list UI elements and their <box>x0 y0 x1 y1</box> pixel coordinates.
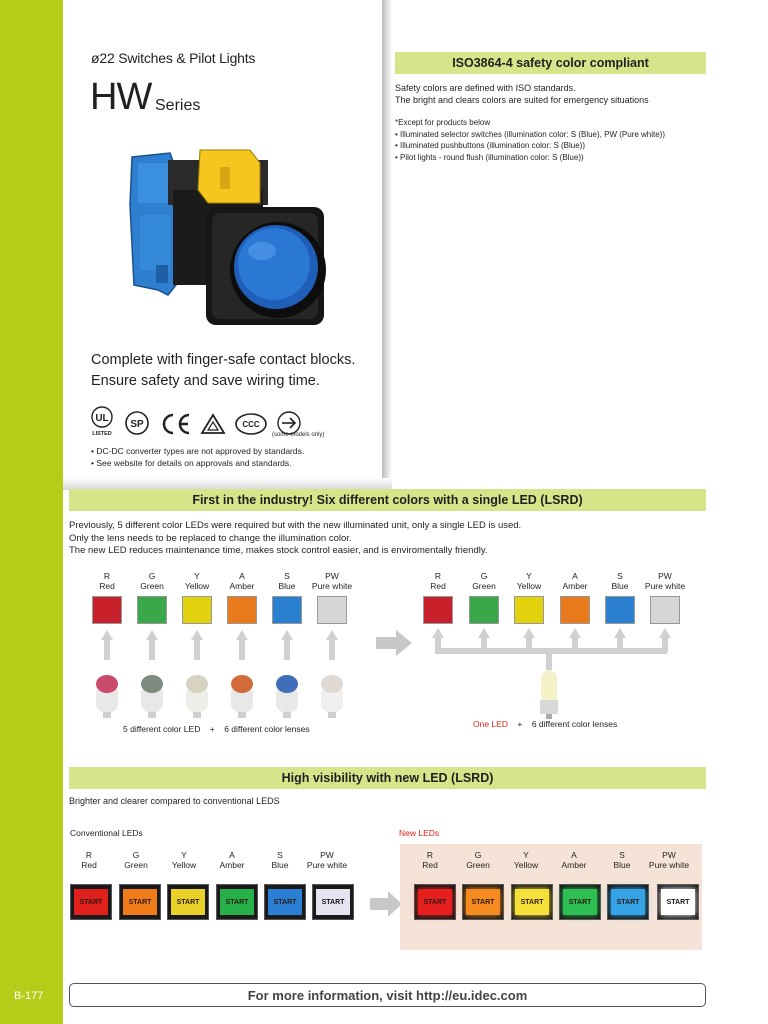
start-label: START <box>563 889 597 915</box>
color-code: PW <box>325 571 339 581</box>
color-name: Pure white <box>648 860 690 870</box>
color-name: Pure white <box>311 581 353 591</box>
hv-heading: High visibility with new LED (LSRD) <box>69 767 706 789</box>
color-code: G <box>148 571 156 581</box>
color-code: R <box>103 571 111 581</box>
svg-text:UL: UL <box>95 413 109 424</box>
color-code: PW <box>320 850 334 860</box>
right-caption-a: One LED <box>473 719 508 729</box>
conv-start-button <box>264 884 306 920</box>
color-name: Red <box>99 581 115 591</box>
lens-red-icon <box>96 675 118 718</box>
branch-connector <box>432 628 671 670</box>
conv-label-r <box>67 850 111 870</box>
color-name: Yellow <box>513 860 539 870</box>
start-label: START <box>268 889 302 915</box>
iso-except-item: • Pilot lights - round flush (illumination color: S (Blue)) <box>395 152 584 162</box>
color-code: A <box>229 850 235 860</box>
left-caption-a: 5 different color LED <box>123 724 201 734</box>
color-code: A <box>571 850 577 860</box>
color-name: Green <box>472 581 496 591</box>
color-code: S <box>277 850 283 860</box>
color-name: Amber <box>229 581 255 591</box>
start-label: START <box>661 889 695 915</box>
newled-label-r <box>408 850 452 870</box>
color-code: S <box>617 571 623 581</box>
svg-text:SP: SP <box>130 419 144 430</box>
newled-label-y <box>504 850 548 870</box>
start-label: START <box>74 889 108 915</box>
conv-start-button <box>119 884 161 920</box>
conv-label-s <box>258 850 302 870</box>
conv-label-y <box>162 850 206 870</box>
lens-amber-icon <box>231 675 253 718</box>
start-label: START <box>515 889 549 915</box>
lens-yellow-icon <box>186 675 208 718</box>
newled-label-pw <box>647 850 691 870</box>
right-arrow-icon <box>376 630 412 656</box>
color-code: Y <box>523 850 529 860</box>
color-code: Y <box>194 571 200 581</box>
conv-start-button <box>167 884 209 920</box>
color-name: Green <box>140 581 164 591</box>
iso-except-item: • Illuminated pushbuttons (illumination color: S (Blue)) <box>395 141 585 150</box>
right-caption <box>473 719 617 729</box>
note-line: • DC-DC converter types are not approved by standards. <box>91 446 305 456</box>
color-code: G <box>480 571 488 581</box>
svg-text:LISTED: LISTED <box>92 431 112 436</box>
up-arrow-group <box>101 630 338 660</box>
color-name: Pure white <box>644 581 686 591</box>
iso-heading: ISO3864-4 safety color compliant <box>395 52 706 74</box>
color-code: Y <box>181 850 187 860</box>
left-caption-b: 6 different color lenses <box>224 724 310 734</box>
color-code: A <box>572 571 578 581</box>
tagline-line-1: Complete with finger-safe contact blocks. <box>91 352 356 368</box>
start-label: START <box>316 889 350 915</box>
conv-label-pw <box>305 850 349 870</box>
color-code: G <box>474 850 482 860</box>
left-caption-plus: + <box>209 724 215 734</box>
hero-subtitle: ø22 Switches & Pilot Lights <box>91 50 256 66</box>
start-label: START <box>123 889 157 915</box>
start-label: START <box>171 889 205 915</box>
start-label: START <box>466 889 500 915</box>
single-led-icon <box>540 670 558 719</box>
new-start-button <box>511 884 553 920</box>
lens-blue-icon <box>276 675 298 718</box>
conv-start-button <box>70 884 112 920</box>
tagline-line-2: Ensure safety and save wiring time. <box>91 373 320 389</box>
series-name: HW <box>90 76 152 118</box>
page-number: B-177 <box>14 990 44 1002</box>
colored-lenses <box>96 675 343 718</box>
conv-start-button <box>312 884 354 920</box>
conv-label-g <box>114 850 158 870</box>
color-code: PW <box>662 850 676 860</box>
new-start-button <box>657 884 699 920</box>
conv-start-button <box>216 884 258 920</box>
note-line: • See website for details on approvals and standards. <box>91 457 292 468</box>
new-start-button <box>462 884 504 920</box>
iso-except-item: • Illuminated selector switches (illumination color: S (Blue), PW (Pure white)) <box>395 129 665 139</box>
color-code: R <box>426 850 434 860</box>
color-code: PW <box>658 571 672 581</box>
iso-line: The bright and clears colors are suited for emergency situations <box>395 95 649 105</box>
right-caption-b: 6 different color lenses <box>531 719 618 729</box>
color-name: Amber <box>561 860 587 870</box>
color-name: Blue <box>278 581 296 591</box>
color-name: Yellow <box>184 581 210 591</box>
color-name: Green <box>466 860 490 870</box>
new-start-button <box>414 884 456 920</box>
new-label: New LEDs <box>399 828 440 838</box>
first-line: Only the lens needs to be replaced to change the illumination color. <box>69 532 352 544</box>
first-heading: First in the industry! Six different colors with a single LED (LSRD) <box>69 489 706 511</box>
hv-subtitle: Brighter and clearer compared to conventional LEDS <box>69 796 280 806</box>
first-line: The new LED reduces maintenance time, makes stock control easier, and is enviromentally friendly. <box>69 545 488 556</box>
color-name: Pure white <box>306 860 348 870</box>
footer-link-box <box>69 983 706 1007</box>
new-start-button <box>607 884 649 920</box>
color-name: Amber <box>562 581 588 591</box>
left-caption <box>123 724 310 734</box>
color-code: Y <box>526 571 532 581</box>
start-label: START <box>220 889 254 915</box>
first-line: Previously, 5 different color LEDs were required but with the new illuminated unit, only a single LED is used. <box>69 520 522 531</box>
color-code: R <box>85 850 93 860</box>
iso-line: Safety colors are defined with ISO standards. <box>395 83 576 93</box>
cert-note: (some models only) <box>272 432 325 438</box>
conventional-label: Conventional LEDs <box>70 828 143 838</box>
iso-except-title: *Except for products below <box>395 118 491 127</box>
right-arrow-icon <box>370 891 402 917</box>
new-start-button <box>559 884 601 920</box>
color-name: Green <box>124 860 148 870</box>
color-name: Blue <box>271 860 289 870</box>
color-code: G <box>132 850 140 860</box>
start-label: START <box>418 889 452 915</box>
lens-white-icon <box>321 675 343 718</box>
color-code: A <box>239 571 245 581</box>
color-code: S <box>284 571 290 581</box>
color-name: Red <box>430 581 446 591</box>
lens-green-icon <box>141 675 163 718</box>
newled-label-s <box>600 850 644 870</box>
conv-label-a <box>210 850 254 870</box>
footer-text[interactable]: For more information, visit http://eu.idec.com <box>247 987 528 1003</box>
color-name: Yellow <box>516 581 542 591</box>
color-name: Yellow <box>171 860 197 870</box>
color-code: R <box>434 571 442 581</box>
color-name: Red <box>81 860 97 870</box>
start-label: START <box>611 889 645 915</box>
color-name: Amber <box>219 860 245 870</box>
newled-label-a <box>552 850 596 870</box>
svg-text:CCC: CCC <box>242 420 260 429</box>
color-name: Red <box>422 860 438 870</box>
color-name: Blue <box>611 581 629 591</box>
color-code: S <box>619 850 625 860</box>
newled-label-g <box>456 850 500 870</box>
right-caption-plus: + <box>517 719 523 729</box>
series-word: Series <box>155 97 201 114</box>
color-name: Blue <box>613 860 631 870</box>
